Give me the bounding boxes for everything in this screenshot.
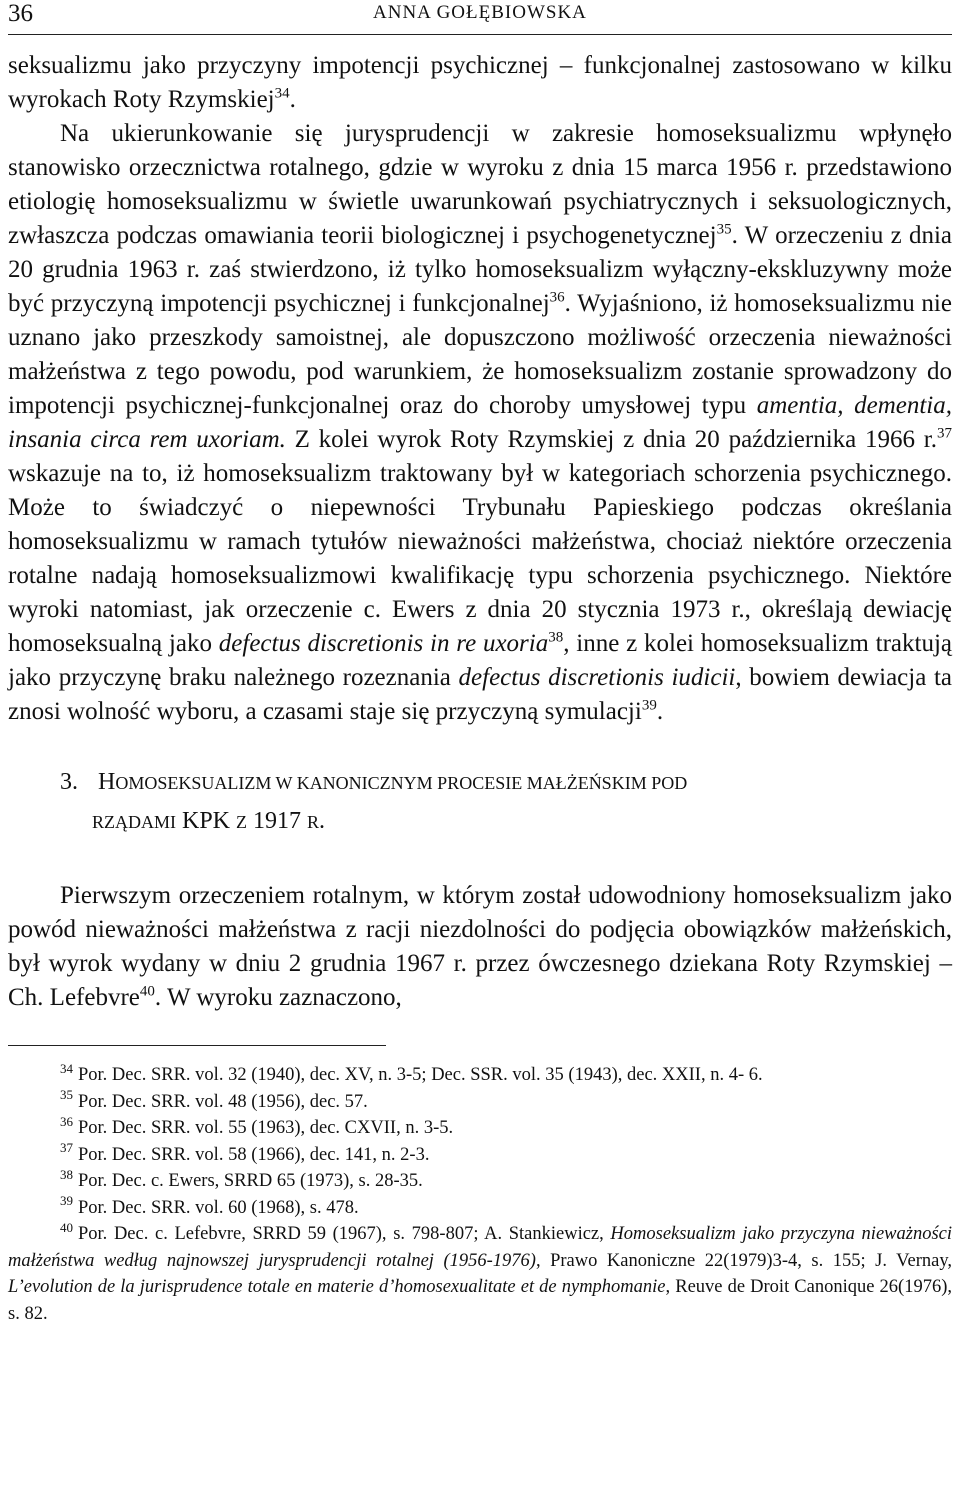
footnote-text: , Prawo Kanoniczne 22(1979)3-4, s. 155; J. Vernay, (535, 1250, 952, 1271)
paragraph-2-text-b: . W orzeczeniu z dnia 20 grudnia 1963 r. zaś stwierdzono, iż tylko homoseksualizm wyłączny-ekskluzywny może być przyczyną impotencji psychicznej i funkcjonalnej (8, 222, 952, 317)
footnote-divider (8, 1045, 386, 1046)
paragraph-3-text: Pierwszym orzeczeniem rotalnym, w którym został udowodniony homoseksualizm jako powód nieważności małżeństwa z racji niezdolności do podjęcia obowiązków małżeńskich, był wyrok wydany w dniu 2 grudnia 1967 r. przez ówczesnego dziekana Roty Rzymskiej – Ch. Lefebvre (8, 882, 952, 1011)
paragraph-2-text-g: , bowiem dewiacja ta znosi wolność wyboru, a czasami staje się przyczyną symulacji (8, 664, 952, 725)
body-text-2 (8, 879, 952, 1015)
section-title-end: . (319, 808, 326, 834)
footnote-ref-37[interactable]: 37 (936, 425, 952, 442)
footnote-ref-40[interactable]: 40 (139, 983, 155, 1000)
paragraph-3-end: . W wyroku zaznaczono, (154, 984, 402, 1011)
paragraph-1-end: . (289, 86, 296, 113)
paragraph-2-text-e: wskazuje na to, iż homoseksualizm traktowany był w kategoriach schorzenia psychicznego. Może to świadczyć o niepewności Trybunału Papieskiego podczas określania homoseksualizmu w ramach tytułów nieważności małżeństwa, chociaż niektóre orzeczenia rotalne nadają homoseksualizmowi kwalifikację typu schorzenia psychicznego. Niektóre wyroki natomiast, jak orzeczenie c. Ewers z dnia 20 stycznia 1973 r., określają dewiację homoseksualną jako (8, 460, 952, 657)
footnote-number: 35 (60, 1087, 73, 1103)
footnote-number: 39 (60, 1193, 73, 1209)
cited-title: L’evolution de la jurisprudence totale en materie d’homosexualitate et de nymphomanie (8, 1277, 666, 1297)
footnote-number: 38 (60, 1166, 73, 1182)
section-title-r: R (307, 812, 320, 832)
latin-phrase: defectus discretionis in re uxoria (218, 630, 549, 657)
footnote-text: Por. Dec. c. Lefebvre, SRRD 59 (1967), s. 798-807; A. Stankiewicz, (78, 1224, 611, 1244)
footnote-number: 36 (60, 1113, 73, 1129)
footnote-number: 34 (60, 1060, 73, 1076)
latin-phrase: defectus discretionis iudicii (458, 664, 736, 691)
footnote-36 (8, 1115, 952, 1142)
footnote-ref-39[interactable]: 39 (641, 697, 657, 714)
footnote-number: 40 (60, 1219, 73, 1235)
body-text (8, 49, 952, 729)
paragraph-2-text-d: Z kolei wyrok Roty Rzymskiej z dnia 20 października 1966 r. (285, 426, 937, 453)
footnote-37 (8, 1142, 952, 1169)
footnote-38 (8, 1168, 952, 1195)
paragraph-1-text: seksualizmu jako przyczyny impotencji psychicznej – funkcjonalnej zastosowano w kilku wyrokach Roty Rzymskiej (8, 52, 952, 113)
section-title-line-2a: RZĄDAMI (92, 812, 176, 832)
running-head-author: ANNA GOŁĘBIOWSKA (373, 2, 587, 23)
footnote-34 (8, 1062, 952, 1089)
paragraph-2-text-c: . Wyjaśniono, iż homoseksualizmu nie uznano jako przeszkody samoistnej, ale dopuszczono możliwość orzeczenia nieważności małżeństwa z tego powodu, pod warunkiem, że homoseksualizm zostanie sprowadzony do impotencji psychicznej-funkcjonalnej oraz do choroby umysłowej typu (8, 290, 952, 419)
paragraph-2-text-a: Na ukierunkowanie się jurysprudencji w zakresie homoseksualizmu wpłynęło stanowisko orzecznictwa rotalnego, gdzie w wyroku z dnia 15 marca 1956 r. przedstawiono etiologię homoseksualizmu w świetle uwarunkowań psychiatrycznych i seksuologicznych, zwłaszcza podczas omawiania teorii biologicznej i psychogenetycznej (8, 120, 952, 249)
paragraph-2 (8, 117, 952, 729)
paragraph-2-end: . (656, 698, 664, 725)
footnote-text: , Reuve de Droit Canonique 26(1976), s. 82. (8, 1277, 952, 1324)
footnote-number: 37 (60, 1140, 73, 1156)
footnote-text: Por. Dec. SRR. vol. 48 (1956), dec. 57. (78, 1091, 368, 1112)
footnote-text: Por. Dec. c. Ewers, SRRD 65 (1973), s. 28-35. (78, 1171, 423, 1191)
section-title-cap: H (98, 769, 116, 795)
footnotes (8, 1062, 952, 1327)
section-title-line-1: OMOSEKSUALIZM W KANONICZNYM PROCESIE MAŁŻEŃSKIM POD (115, 773, 688, 793)
paragraph-2-text-f: , inne z kolei homoseksualizm traktują jako przyczynę braku należnego rozeznania (8, 630, 952, 691)
cited-title: Homoseksualizm jako przyczyna nieważności małżeństwa według najnowszej jurysprudencji rotalnej (1956-1976) (8, 1224, 952, 1271)
footnote-ref-38[interactable]: 38 (548, 629, 564, 646)
footnote-40 (8, 1221, 952, 1327)
footnote-ref-34[interactable]: 34 (274, 85, 290, 102)
section-title-z: Z (236, 812, 248, 832)
footnote-ref-36[interactable]: 36 (549, 289, 565, 306)
footnote-text: Por. Dec. SRR. vol. 32 (1940), dec. XV, n. 3-5; Dec. SSR. vol. 35 (1943), dec. XXII, n. 4- 6. (78, 1065, 763, 1085)
section-heading (60, 763, 920, 841)
page (8, 0, 952, 1327)
running-head (8, 0, 952, 35)
page-number: 36 (8, 0, 33, 27)
paragraph-1 (8, 49, 952, 117)
footnote-ref-35[interactable]: 35 (716, 221, 732, 238)
footnote-35 (8, 1089, 952, 1116)
footnote-text: Por. Dec. SRR. vol. 55 (1963), dec. CXVII, n. 3-5. (78, 1118, 454, 1138)
section-title-year: 1917 (247, 808, 308, 834)
paragraph-3 (8, 879, 952, 1015)
latin-phrase: amentia, dementia, insania circa rem uxoriam. (8, 392, 952, 453)
footnote-39 (8, 1195, 952, 1222)
section-title-kpk: KPK (176, 808, 237, 834)
footnote-text: Por. Dec. SRR. vol. 60 (1968), s. 478. (78, 1197, 359, 1218)
section-number: 3. (60, 769, 78, 795)
footnote-text: Por. Dec. SRR. vol. 58 (1966), dec. 141, n. 2-3. (78, 1144, 430, 1165)
